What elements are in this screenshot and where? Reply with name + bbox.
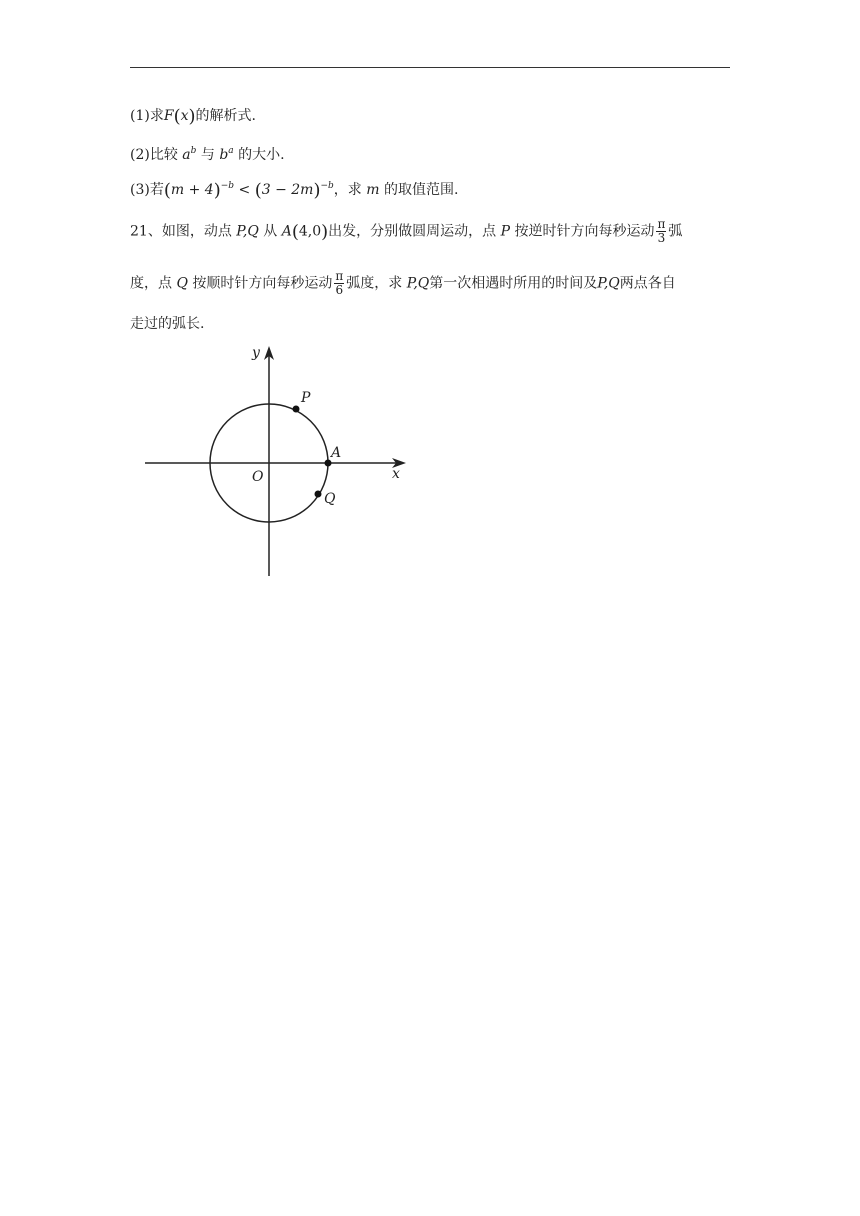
q20-part2 — [130, 141, 285, 165]
q20-part1: (1)求F(x)的解析式. — [130, 106, 256, 127]
q20-part3-mid: ，求 — [333, 182, 362, 198]
q21-p: P — [500, 223, 511, 240]
q21-q: Q — [176, 275, 188, 292]
q21-text-c: 出发，分别做圆周运动，点 — [328, 223, 497, 240]
q20-part2-exp-b: b — [190, 146, 197, 156]
q20-part2-exp-a: a — [228, 146, 234, 156]
q21-text-2b: 按顺时针方向每秒运动 — [192, 275, 333, 292]
q21-frac1-num: π — [657, 217, 666, 231]
q21-point-a: A — [281, 223, 292, 240]
label-x: x — [392, 466, 400, 482]
q20-part3: (3)若$(m + 4)^{-b} < (3 - 2m)^{-b}$，求 m 的取值范围. — [130, 180, 459, 201]
label-a: A — [331, 445, 342, 461]
q20-part3-suffix: 的取值范围. — [383, 182, 459, 198]
q20-part3-lt: < — [238, 182, 251, 198]
q20-part3-prefix: (3)若 — [130, 182, 164, 198]
point-p — [293, 406, 300, 413]
q20-part2-base-a: a — [182, 147, 191, 163]
q21-pq-2: P,Q — [406, 275, 430, 292]
q21-line1: 21、如图，动点 P,Q 从 A(4,0)出发，分别做圆周运动，点 P 按逆时针方向每秒运动 $\frac{\pi}{3}$ 弧 — [130, 217, 683, 245]
header-rule — [130, 67, 730, 68]
point-q — [315, 491, 322, 498]
q20-part2-suffix: 的大小. — [238, 147, 285, 163]
label-p: P — [301, 390, 311, 406]
q21-pq: P,Q — [236, 223, 259, 240]
q21-text-2e: 两点各自 — [619, 275, 676, 292]
q20-part2-mid: 与 — [200, 147, 215, 163]
q20-part1-suffix: 的解析式. — [195, 108, 256, 124]
label-q: Q — [324, 491, 336, 507]
q21-intro: 21、如图，动点 — [130, 223, 232, 240]
q21-line2 — [130, 270, 676, 297]
q21-from: 从 — [263, 223, 278, 240]
q21-line3 — [130, 314, 204, 334]
q21-text-d: 按逆时针方向每秒运动 — [514, 223, 655, 240]
q21-frac2-num: π — [335, 269, 344, 283]
q20-part3-var: m — [366, 182, 380, 198]
q20-part1-var: x — [180, 108, 189, 124]
q20-part1-func: F — [163, 108, 174, 124]
q21-text-2c: 弧度，求 — [346, 275, 403, 292]
q21-frac1-den: 3 — [657, 231, 666, 245]
q21-fraction-pi-over-6 — [334, 270, 344, 297]
label-y: y — [252, 345, 260, 361]
q21-text-3: 走过的弧长. — [130, 316, 205, 332]
q21-frac2-den: 6 — [335, 283, 344, 297]
q20-part3-exp1: −b — [220, 181, 235, 191]
q20-part3-exp2: −b — [320, 181, 334, 191]
q20-part3-expr2: 3 − 2m — [261, 182, 314, 198]
q21-text-2a: 度，点 — [130, 275, 172, 292]
q20-part2-prefix: (2)比较 — [130, 147, 178, 163]
label-o: O — [252, 469, 264, 485]
circle-figure — [140, 340, 420, 585]
q20-part1-prefix: (1)求 — [130, 108, 164, 124]
q20-part2-base-b: b — [219, 147, 229, 163]
q21-point-a-coords: 4,0 — [298, 223, 322, 240]
q21-fraction-pi-over-3 — [656, 218, 666, 245]
q21-pq-3: P,Q — [597, 275, 620, 292]
q21-text-e: 弧 — [668, 223, 683, 240]
q21-text-2d: 第一次相遇时所用的时间及 — [429, 275, 598, 292]
q20-part3-expr1: m + 4 — [170, 182, 214, 198]
